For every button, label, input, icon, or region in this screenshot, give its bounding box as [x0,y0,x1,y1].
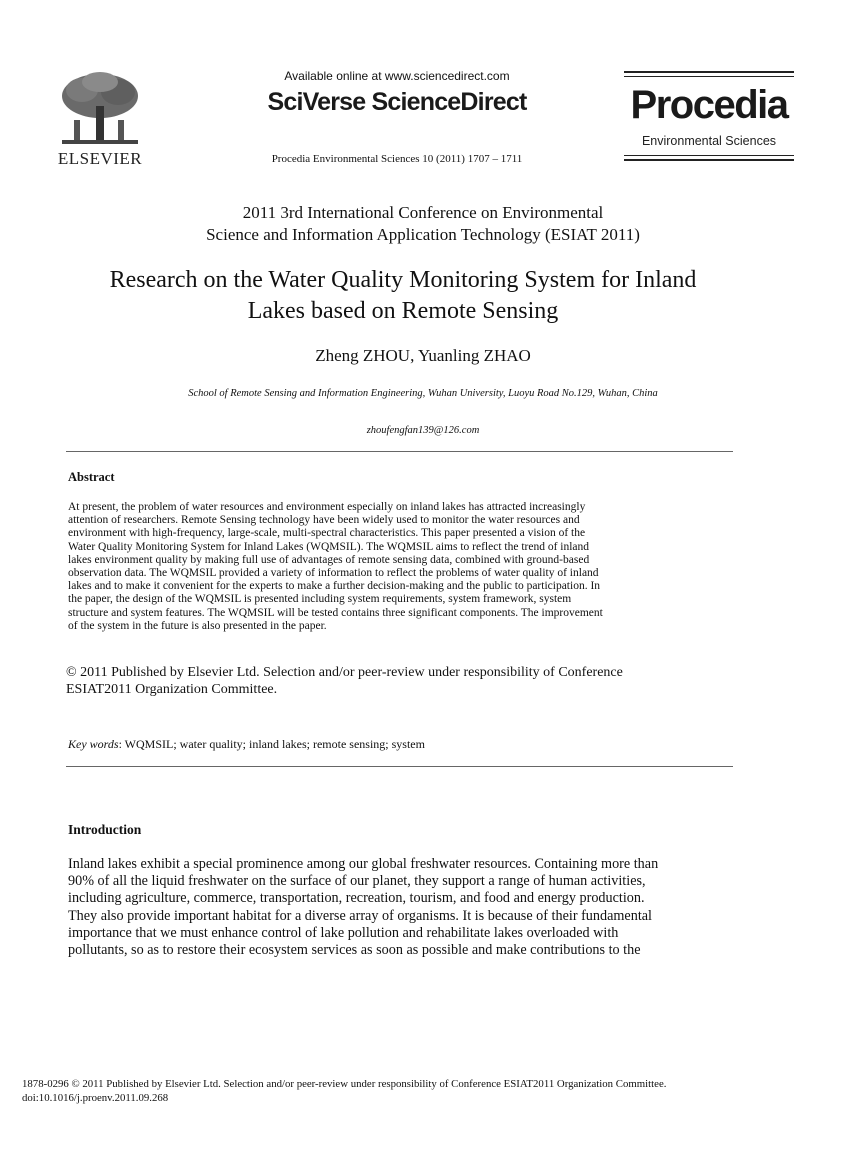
keywords-value: : WQMSIL; water quality; inland lakes; remote sensing; system [118,737,425,751]
intro-line: including agriculture, commerce, transportation, recreation, tourism, and food and energy production. [68,890,645,907]
journal-reference: Procedia Environmental Sciences 10 (2011) 1707 – 1711 [271,153,523,165]
abstract-line: environment with high-frequency, large-scale, multi-spectral characteristics. This paper presented a vision of the [68,527,586,540]
procedia-top-rule [624,71,794,73]
abstract-top-rule [66,451,733,452]
abstract-line: At present, the problem of water resources and environment especially on inland lakes has attracted increasingly [68,501,586,513]
sciverse-sciencedirect-logo: SciVerse ScienceDirect [267,88,527,116]
copyright-line-2: ESIAT2011 Organization Committee. [66,682,278,697]
available-online-link[interactable]: Available online at www.sciencedirect.com [284,69,510,83]
abstract-line: Water Quality Monitoring System for Inland Lakes (WQMSIL). The WQMSIL aims to reflect the trend of inland [68,540,590,553]
authors: Zheng ZHOU, Yuanling ZHAO [315,346,531,365]
abstract-line: the paper, the design of the WQMSIL is presented including system requirements, system framework, system [68,593,572,606]
conference-line-2: Science and Information Application Technology (ESIAT 2011) [206,225,640,244]
abstract-body [68,501,730,633]
procedia-bottom-rule [624,159,794,161]
paper-title-line-1: Research on the Water Quality Monitoring System for Inland [109,267,697,293]
affiliation: School of Remote Sensing and Information Engineering, Wuhan University, Luoyu Road No.129, Wuhan, China [188,388,658,399]
procedia-logo: Procedia [630,83,788,127]
procedia-subtitle: Environmental Sciences [641,134,777,148]
elsevier-tree-logo [52,70,146,150]
intro-line: They also provide important habitat for a diverse array of organisms. It is because of their fundamental [68,907,652,924]
keywords-bottom-rule [66,766,733,767]
abstract-line: lakes environment quality by making full use of advantages of remote sensing data, combined with ground-based [68,553,590,566]
intro-line: pollutants, so as to restore their ecosystem services as soon as possible and make contributions to the [68,942,641,959]
conference-line-1: 2011 3rd International Conference on Environmental [242,203,604,222]
abstract-line: attention of researchers. Remote Sensing technology have been widely used to monitor the water resources and [68,514,580,527]
abstract-line: observation data. The WQMSIL provided a variety of information to reflect the problems of water quality of inland [68,567,599,580]
abstract-heading: Abstract [68,470,115,484]
intro-line: 90% of all the liquid freshwater on the surface of our planet, they support a range of human activities, [68,873,646,890]
page-footer [22,1077,822,1105]
copyright-line-1: © 2011 Published by Elsevier Ltd. Selection and/or peer-review under responsibility of Conference [66,665,623,680]
keywords [68,737,730,752]
author-email[interactable]: zhoufengfan139@126.com [366,425,480,436]
intro-line: importance that we must enhance control of lake pollution and rehabilitate lakes overloaded with [68,924,619,941]
introduction-body [68,856,730,959]
footer-issn-line: 1878-0296 © 2011 Published by Elsevier Ltd. Selection and/or peer-review under responsibility of Conference ESIAT2011 Organization Committee. [22,1078,667,1090]
abstract-line: of the system in the future is also presented in the paper. [68,619,327,632]
paper-title-line-2: Lakes based on Remote Sensing [247,298,559,324]
abstract-line: structure and system features. The WQMSIL will be tested contains three significant components. The improvement [68,606,603,619]
abstract-line: lakes and to make it convenient for the experts to make a further decision-making and the public to participation. In [68,580,601,593]
publisher-name: ELSEVIER [57,149,143,168]
introduction-heading: Introduction [68,822,142,837]
procedia-top-rule-thin [624,76,794,77]
footer-doi[interactable]: doi:10.1016/j.proenv.2011.09.268 [22,1092,169,1104]
intro-line: Inland lakes exhibit a special prominence among our global freshwater resources. Containing more than [68,856,659,872]
procedia-bottom-rule-thin [624,155,794,156]
keywords-label: Key words [68,737,119,751]
copyright-notice [66,664,706,698]
